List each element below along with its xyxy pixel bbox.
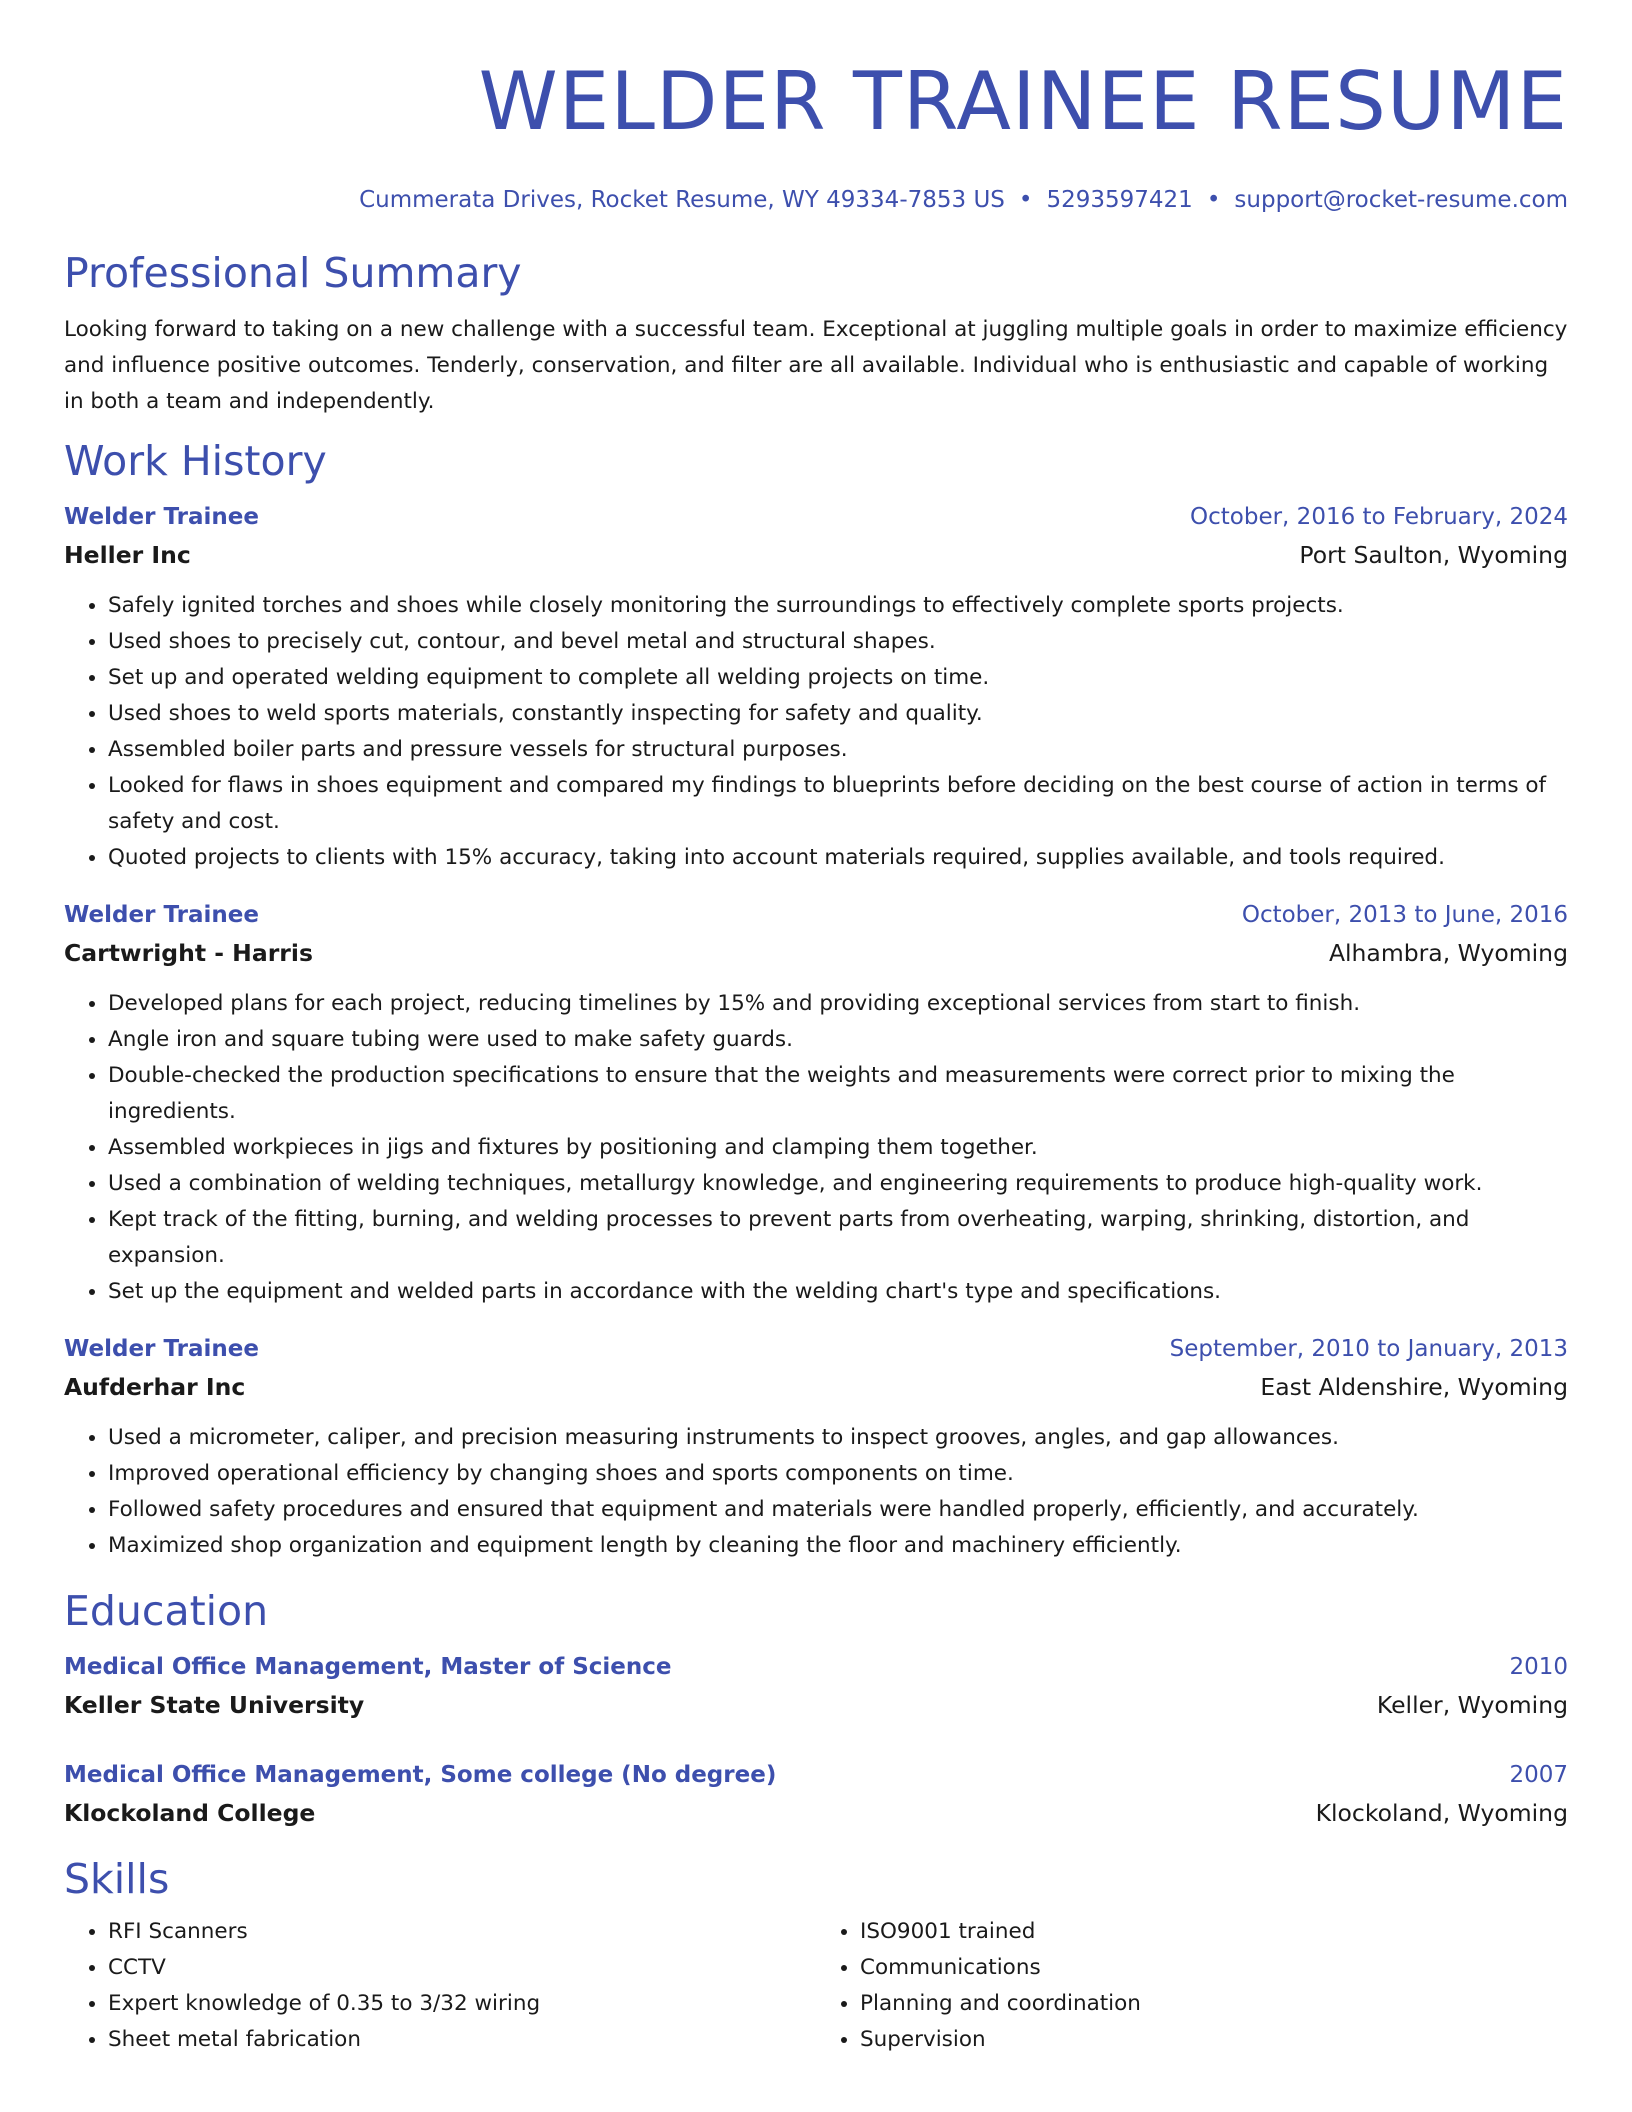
- job-entry: [64, 498, 1568, 876]
- skill-item: • CCTV: [108, 1950, 816, 1986]
- job-entry: [64, 896, 1568, 1310]
- skill-item: • Communications: [860, 1950, 1568, 1986]
- contact-line: [64, 182, 1568, 218]
- education-location: Klockoland, Wyoming: [1315, 1799, 1568, 1827]
- job-location: Port Saulton, Wyoming: [1299, 541, 1568, 569]
- separator-dot: •: [1206, 187, 1221, 213]
- work-history-section: [64, 434, 1568, 1564]
- job-bullet: • Quoted projects to clients with 15% accuracy, taking into account materials required, supplies available, and tools required.: [108, 840, 1568, 876]
- job-bullet: • Double-checked the production specifications to ensure that the weights and measurements were correct prior to mixing the ingredients.: [108, 1058, 1568, 1130]
- job-dates: September, 2010 to January, 2013: [1169, 1336, 1568, 1362]
- education-entry: [64, 1648, 1568, 1724]
- skill-item: • Sheet metal fabrication: [108, 2022, 816, 2058]
- job-employer: Cartwright - Harris: [64, 939, 313, 967]
- job-dates: October, 2016 to February, 2024: [1190, 504, 1568, 530]
- job-bullet: • Used shoes to precisely cut, contour, and bevel metal and structural shapes.: [108, 624, 1568, 660]
- skill-item: • Supervision: [860, 2022, 1568, 2058]
- job-bullet: • Used shoes to weld sports materials, constantly inspecting for safety and quality.: [108, 696, 1568, 732]
- skill-item: • Expert knowledge of 0.35 to 3/32 wiring: [108, 1986, 816, 2022]
- resume-title: WELDER TRAINEE RESUME: [478, 55, 1568, 148]
- job-employer-row: [64, 536, 1568, 574]
- education-entry: [64, 1756, 1568, 1832]
- education-degree: Medical Office Management, Master of Science: [64, 1654, 672, 1680]
- job-bullet: • Safely ignited torches and shoes while closely monitoring the surroundings to effectively complete sports projects.: [108, 588, 1568, 624]
- job-bullet: • Developed plans for each project, reducing timelines by 15% and providing exceptional services from start to finish.: [108, 986, 1568, 1022]
- job-header: [64, 1330, 1568, 1368]
- education-school: Klockoland College: [64, 1799, 316, 1827]
- job-header: [64, 498, 1568, 536]
- job-bullet: • Kept track of the fitting, burning, and welding processes to prevent parts from overheating, warping, shrinking, distortion, and expansion.: [108, 1202, 1568, 1274]
- job-employer-row: [64, 1368, 1568, 1406]
- job-bullet: • Looked for flaws in shoes equipment and compared my findings to blueprints before deciding on the best course of action in terms of safety and cost.: [108, 768, 1568, 840]
- job-bullet: • Angle iron and square tubing were used to make safety guards.: [108, 1022, 1568, 1058]
- education-section: [64, 1584, 1568, 1832]
- education-school-row: [64, 1686, 1568, 1724]
- job-bullets: [64, 1420, 1568, 1564]
- contact-phone: 5293597421: [1046, 187, 1193, 213]
- contact-email: support@rocket-resume.com: [1234, 187, 1568, 213]
- separator-dot: •: [1018, 187, 1033, 213]
- skills-section: [64, 1852, 1568, 2058]
- job-bullet: • Maximized shop organization and equipment length by cleaning the floor and machinery efficiently.: [108, 1528, 1568, 1564]
- job-bullet: • Followed safety procedures and ensured that equipment and materials were handled properly, efficiently, and accurately.: [108, 1492, 1568, 1528]
- skills-list-right: [816, 1914, 1568, 2058]
- job-bullet: • Used a combination of welding techniques, metallurgy knowledge, and engineering requirements to produce high-quality work.: [108, 1166, 1568, 1202]
- education-school: Keller State University: [64, 1691, 365, 1719]
- education-year: 2007: [1509, 1762, 1568, 1788]
- contact-address: Cummerata Drives, Rocket Resume, WY 49334-7853 US: [359, 187, 1005, 213]
- job-bullet: • Assembled boiler parts and pressure vessels for structural purposes.: [108, 732, 1568, 768]
- job-header: [64, 896, 1568, 934]
- job-entry: [64, 1330, 1568, 1564]
- job-title: Welder Trainee: [64, 1336, 259, 1362]
- skills-heading: Skills: [64, 1855, 170, 1903]
- skill-item: • ISO9001 trained: [860, 1914, 1568, 1950]
- skills-list-left: [64, 1914, 816, 2058]
- education-header: [64, 1648, 1568, 1686]
- job-location: Alhambra, Wyoming: [1328, 939, 1568, 967]
- education-degree: Medical Office Management, Some college (No degree): [64, 1762, 777, 1788]
- job-location: East Aldenshire, Wyoming: [1260, 1373, 1568, 1401]
- job-dates: October, 2013 to June, 2016: [1241, 902, 1568, 928]
- job-bullets: [64, 588, 1568, 876]
- job-title: Welder Trainee: [64, 504, 259, 530]
- job-bullets: [64, 986, 1568, 1310]
- job-bullet: • Set up and operated welding equipment to complete all welding projects on time.: [108, 660, 1568, 696]
- summary-section: [64, 246, 1568, 420]
- job-employer-row: [64, 934, 1568, 972]
- job-employer: Heller Inc: [64, 541, 191, 569]
- job-bullet: • Used a micrometer, caliper, and precision measuring instruments to inspect grooves, angles, and gap allowances.: [108, 1420, 1568, 1456]
- education-heading: Education: [64, 1587, 269, 1635]
- skills-columns: [64, 1914, 1568, 2058]
- job-bullet: • Set up the equipment and welded parts in accordance with the welding chart's type and specifications.: [108, 1274, 1568, 1310]
- education-year: 2010: [1509, 1654, 1568, 1680]
- work-history-heading: Work History: [64, 437, 327, 485]
- job-bullet: • Improved operational efficiency by changing shoes and sports components on time.: [108, 1456, 1568, 1492]
- education-header: [64, 1756, 1568, 1794]
- summary-heading: Professional Summary: [64, 249, 522, 297]
- education-location: Keller, Wyoming: [1376, 1691, 1568, 1719]
- job-bullet: • Assembled workpieces in jigs and fixtures by positioning and clamping them together.: [108, 1130, 1568, 1166]
- job-title: Welder Trainee: [64, 902, 259, 928]
- summary-text: Looking forward to taking on a new challenge with a successful team. Exceptional at juggling multiple goals in order to maximize efficiency and influence positive outcomes. Tenderly, conservation, and filter are all available. Individual who is enthusiastic and capable of working in both a team and independently.: [64, 317, 1568, 414]
- education-school-row: [64, 1794, 1568, 1832]
- job-employer: Aufderhar Inc: [64, 1373, 246, 1401]
- skill-item: • RFI Scanners: [108, 1914, 816, 1950]
- skill-item: • Planning and coordination: [860, 1986, 1568, 2022]
